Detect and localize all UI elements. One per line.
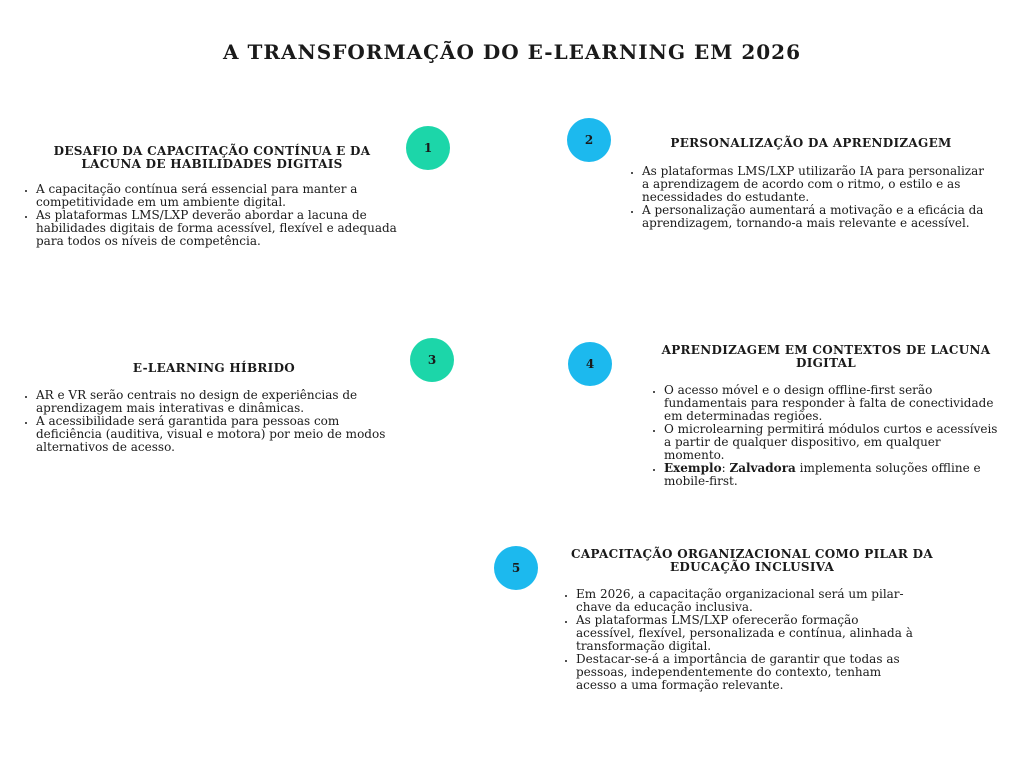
section-4 [650,344,1002,488]
section-4-heading: APRENDIZAGEM EM CONTEXTOS DE LACUNA DIGITAL [661,343,991,370]
section-2-heading: PERSONALIZAÇÃO DA APRENDIZAGEM [670,136,952,150]
section-3-bullets [22,389,406,454]
section-2-bullets [628,165,994,230]
page-title: A TRANSFORMAÇÃO DO E-LEARNING EM 2026 [222,40,801,64]
example-label: Exemplo [664,461,722,475]
step-badge-2: 2 [567,118,611,162]
example-company: Zalvadora [729,461,796,475]
bullet-item: • AR e VR serão centrais no design de experiências de aprendizagem mais interativas e dinâmicas. [36,389,406,415]
example-separator: : [721,461,730,475]
step-badge-1: 1 [406,126,450,170]
step-badge-4: 4 [568,342,612,386]
section-4-bullets [650,384,1002,488]
example-text: implementa soluções offline e mobile-first. [664,461,981,488]
section-3 [22,362,406,454]
section-5 [562,548,942,692]
bullet-item: • Em 2026, a capacitação organizacional será um pilar-chave da educação inclusiva. [576,588,916,614]
example-bullet [664,462,1002,488]
section-5-bullets [562,588,916,692]
section-1-heading: DESAFIO DA CAPACITAÇÃO CONTÍNUA E DA LACUNA DE HABILIDADES DIGITAIS [53,144,371,171]
section-1-bullets [22,183,402,248]
bullet-item: • O microlearning permitirá módulos curtos e acessíveis a partir de qualquer dispositivo, em qualquer momento. [664,423,1002,462]
bullet-item: • As plataformas LMS/LXP deverão abordar a lacuna de habilidades digitais de forma acessível, flexível e adequada para todos os níveis de competência. [36,209,402,248]
step-badge-3: 3 [410,338,454,382]
section-3-heading: E-LEARNING HÍBRIDO [132,361,296,375]
step-badge-5: 5 [494,546,538,590]
bullet-item: • A acessibilidade será garantida para pessoas com deficiência (auditiva, visual e motora) por meio de modos alternativos de acesso. [36,415,406,454]
bullet-item: • As plataformas LMS/LXP oferecerão formação acessível, flexível, personalizada e contínua, alinhada à transformação digital. [576,614,916,653]
bullet-item: • Destacar-se-á a importância de garantir que todas as pessoas, independentemente do contexto, tenham acesso a uma formação relevante. [576,653,916,692]
bullet-item: • A capacitação contínua será essencial para manter a competitividade em um ambiente digital. [36,183,402,209]
bullet-item: • A personalização aumentará a motivação e a eficácia da aprendizagem, tornando-a mais relevante e acessível. [642,204,994,230]
bullet-item: • As plataformas LMS/LXP utilizarão IA para personalizar a aprendizagem de acordo com o ritmo, o estilo e as necessidades do estudante. [642,165,994,204]
bullet-item: • O acesso móvel e o design offline-first serão fundamentais para responder à falta de conectividade em determinadas regiões. [664,384,1002,423]
section-2 [628,137,994,230]
section-1 [22,145,402,248]
section-5-heading: CAPACITAÇÃO ORGANIZACIONAL COMO PILAR DA EDUCAÇÃO INCLUSIVA [571,547,933,574]
